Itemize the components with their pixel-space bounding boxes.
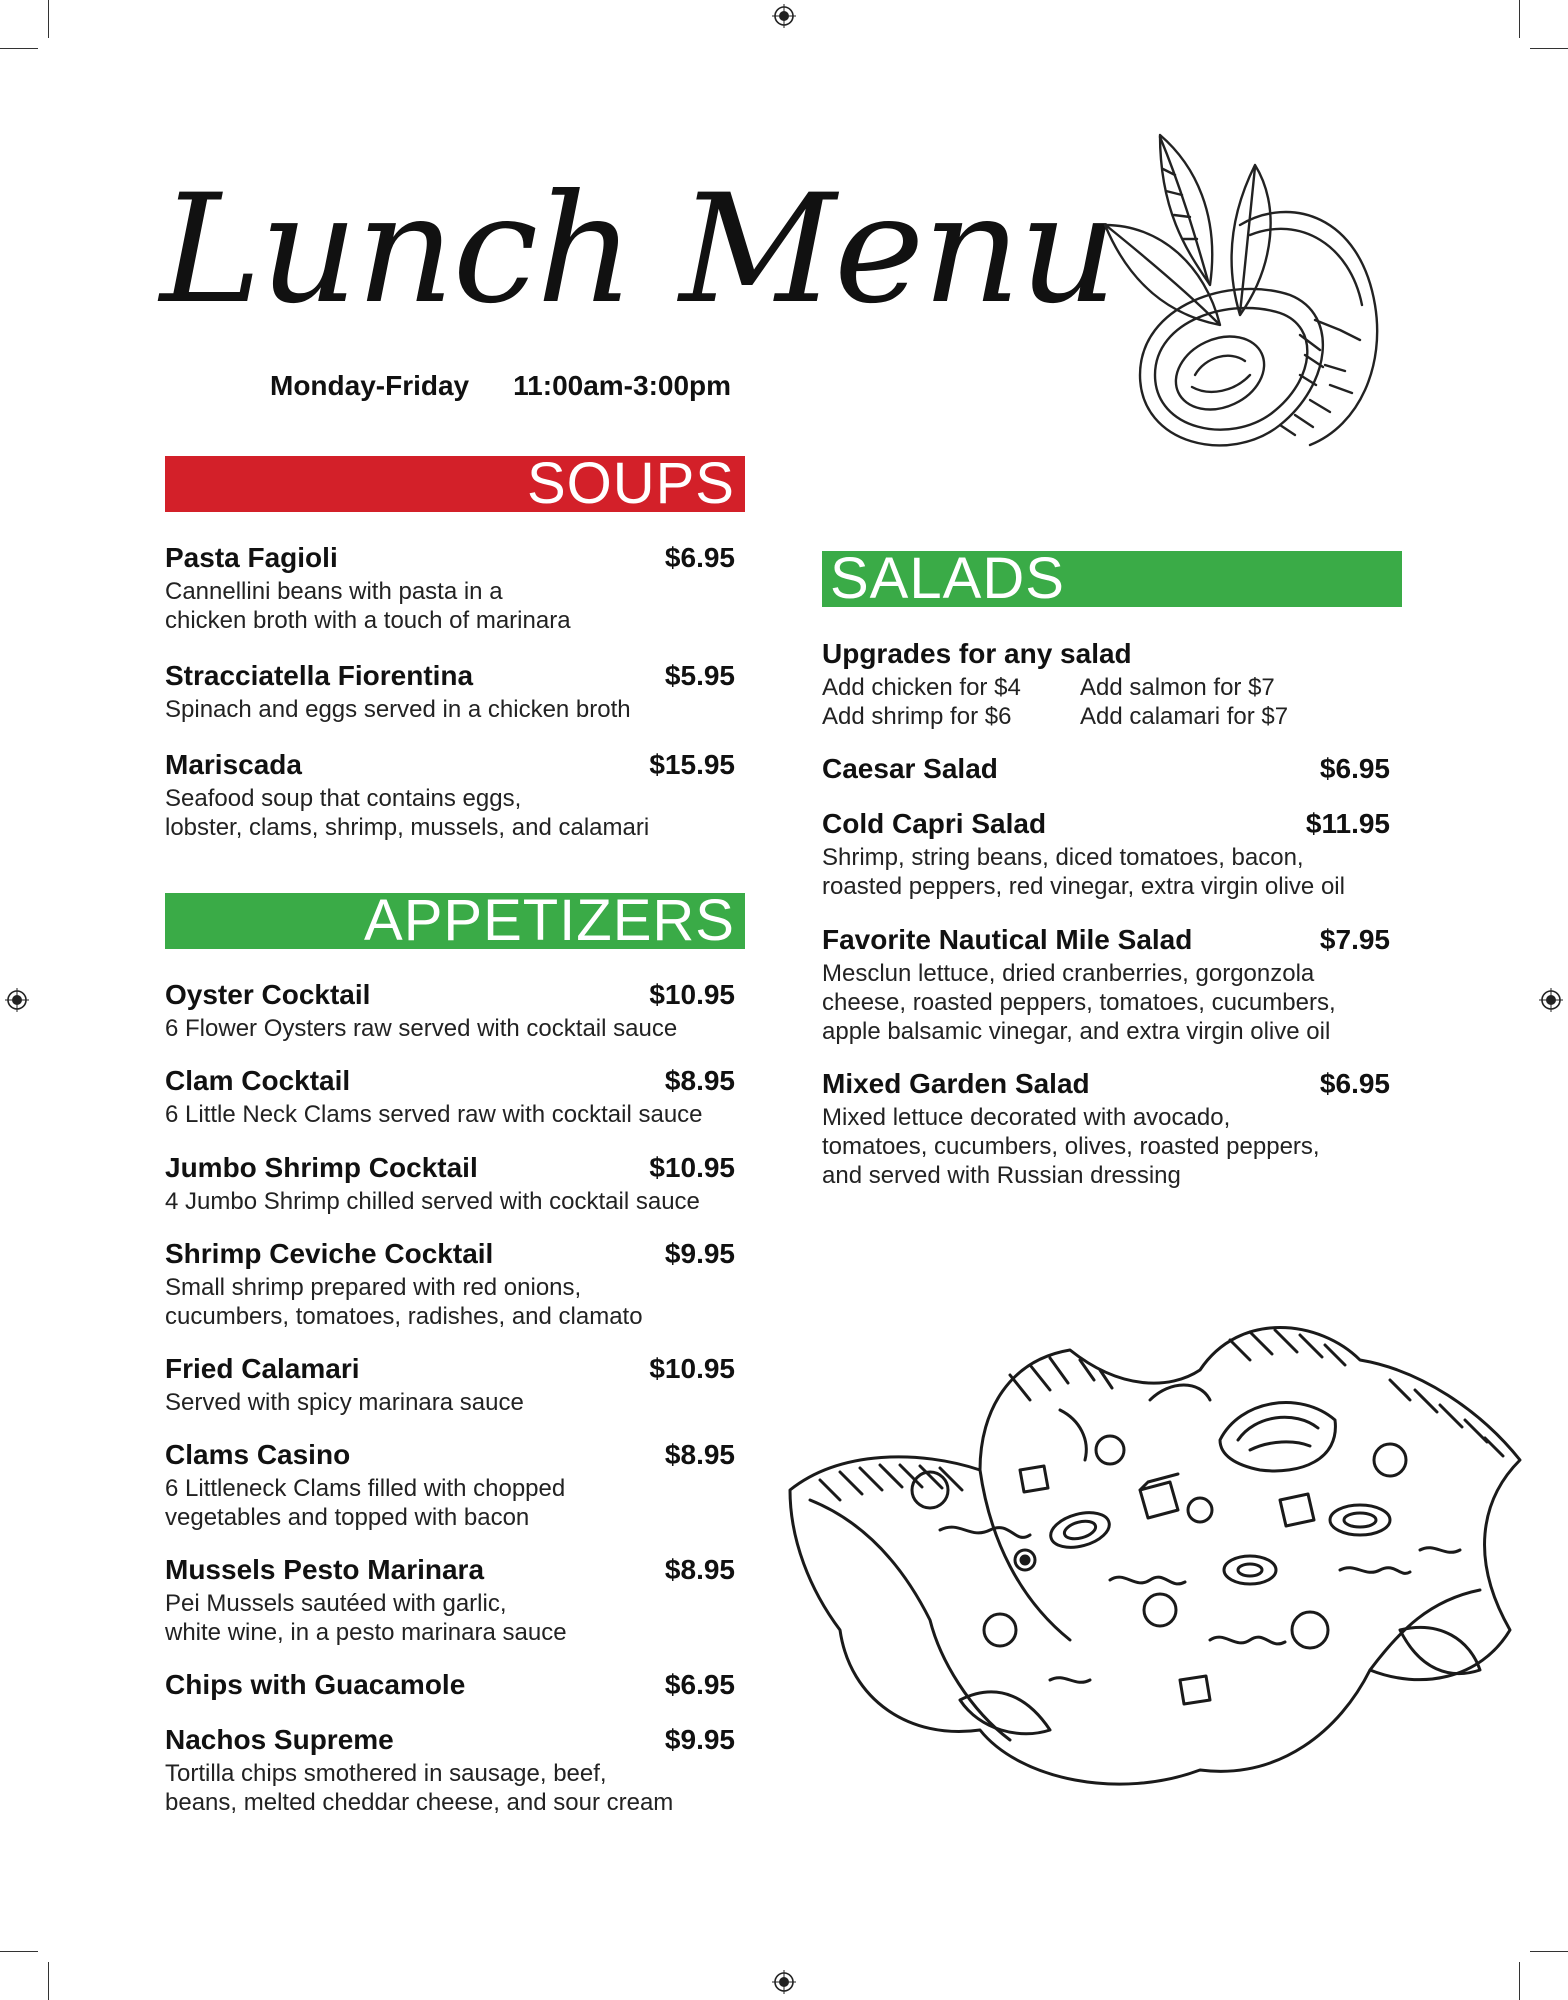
item-price: $8.95 — [664, 1554, 735, 1585]
item-price: $10.95 — [649, 1152, 735, 1183]
item-name: Stracciatella Fiorentina — [165, 660, 474, 691]
crop-mark — [48, 0, 49, 38]
menu-item — [165, 749, 735, 842]
upgrade-option: Add chicken for $4 — [822, 674, 1021, 701]
crop-mark — [1519, 1962, 1520, 2000]
item-name: Oyster Cocktail — [165, 979, 371, 1010]
item-price: $6.95 — [664, 1669, 735, 1700]
menu-item — [822, 808, 1390, 901]
salad-upgrades — [822, 638, 1392, 731]
item-name: Cold Capri Salad — [822, 808, 1047, 839]
item-price: $8.95 — [664, 1439, 735, 1470]
item-price: $6.95 — [1319, 753, 1390, 784]
menu-item — [822, 753, 1390, 785]
item-price: $7.95 — [1319, 924, 1390, 955]
item-description: Mesclun lettuce, dried cranberries, gorgonzola cheese, roasted peppers, tomatoes, cucumbers, apple balsamic vinegar, and extra virgin olive oil — [822, 960, 1336, 1045]
avocado-illustration-icon — [1100, 125, 1400, 485]
item-name: Fried Calamari — [165, 1353, 360, 1384]
item-name: Mixed Garden Salad — [822, 1068, 1090, 1099]
item-price: $8.95 — [664, 1065, 735, 1096]
crop-mark — [0, 1951, 38, 1952]
item-price: $10.95 — [649, 1353, 735, 1384]
crop-mark — [0, 48, 38, 49]
crop-mark — [1530, 1951, 1568, 1952]
crop-mark — [1519, 0, 1520, 38]
item-name: Chips with Guacamole — [165, 1669, 466, 1700]
item-price: $10.95 — [649, 979, 735, 1010]
menu-item — [165, 1554, 735, 1647]
item-description: Shrimp, string beans, diced tomatoes, bacon, roasted peppers, red vinegar, extra virgin olive oil — [822, 844, 1345, 900]
item-name: Mussels Pesto Marinara — [165, 1554, 485, 1585]
hours-label: 11:00am-3:00pm — [513, 370, 732, 401]
menu-item — [165, 1724, 735, 1817]
item-name: Mariscada — [165, 749, 302, 780]
menu-item — [165, 1353, 735, 1417]
item-description: 6 Little Neck Clams served raw with cocktail sauce — [165, 1101, 703, 1128]
days-label: Monday-Friday — [270, 370, 470, 401]
registration-mark-icon — [5, 988, 29, 1012]
crop-mark — [1530, 48, 1568, 49]
menu-item — [165, 660, 735, 724]
item-price: $6.95 — [664, 542, 735, 573]
item-price: $15.95 — [649, 749, 735, 780]
menu-item — [165, 1152, 735, 1216]
menu-item — [165, 1439, 735, 1532]
item-name: Pasta Fagioli — [165, 542, 338, 573]
item-description: Served with spicy marinara sauce — [165, 1389, 524, 1416]
registration-mark-icon — [772, 1970, 796, 1994]
item-name: Caesar Salad — [822, 753, 998, 784]
item-name: Clams Casino — [165, 1439, 351, 1470]
item-name: Jumbo Shrimp Cocktail — [165, 1152, 478, 1183]
menu-item — [165, 1065, 735, 1129]
crop-mark — [48, 1962, 49, 2000]
menu-title-text: Lunch Menu — [160, 163, 1116, 337]
item-price: $5.95 — [664, 660, 735, 691]
menu-title — [160, 163, 1116, 365]
item-description: Pei Mussels sautéed with garlic, white wine, in a pesto marinara sauce — [165, 1590, 567, 1646]
item-description: 4 Jumbo Shrimp chilled served with cocktail sauce — [165, 1188, 700, 1215]
menu-item — [165, 542, 735, 635]
item-name: Shrimp Ceviche Cocktail — [165, 1238, 494, 1269]
soups-section-header: SOUPS — [165, 456, 745, 512]
registration-mark-icon — [772, 4, 796, 28]
upgrades-options — [822, 673, 1392, 731]
appetizers-section-header: APPETIZERS — [165, 893, 745, 949]
item-name: Nachos Supreme — [165, 1724, 394, 1755]
upgrade-option: Add calamari for $7 — [1080, 703, 1289, 730]
upgrade-option: Add salmon for $7 — [1080, 674, 1275, 701]
item-description: Seafood soup that contains eggs, lobster, clams, shrimp, mussels, and calamari — [165, 785, 650, 841]
item-description: Mixed lettuce decorated with avocado, tomatoes, cucumbers, olives, roasted peppers, and served with Russian dressing — [822, 1104, 1320, 1189]
salads-section-header: SALADS — [822, 551, 1402, 607]
item-name: Favorite Nautical Mile Salad — [822, 924, 1193, 955]
hours-line — [270, 370, 731, 402]
item-description: Tortilla chips smothered in sausage, beef, beans, melted cheddar cheese, and sour cream — [165, 1760, 674, 1816]
upgrade-option: Add shrimp for $6 — [822, 703, 1012, 730]
item-price: $9.95 — [664, 1724, 735, 1755]
menu-item — [165, 979, 735, 1043]
item-name: Clam Cocktail — [165, 1065, 351, 1096]
menu-item — [822, 1068, 1390, 1190]
item-description: Small shrimp prepared with red onions, cucumbers, tomatoes, radishes, and clamato — [165, 1274, 643, 1330]
item-description: 6 Flower Oysters raw served with cocktail sauce — [165, 1015, 678, 1042]
registration-mark-icon — [1539, 988, 1563, 1012]
salad-bowl-illustration-icon — [780, 1300, 1540, 1820]
menu-item — [165, 1238, 735, 1331]
upgrades-title: Upgrades for any salad — [822, 638, 1132, 669]
menu-item — [822, 924, 1390, 1046]
item-price: $9.95 — [664, 1238, 735, 1269]
item-description: Spinach and eggs served in a chicken broth — [165, 696, 631, 723]
item-price: $6.95 — [1319, 1068, 1390, 1099]
item-price: $11.95 — [1305, 808, 1390, 839]
item-description: Cannellini beans with pasta in a chicken broth with a touch of marinara — [165, 578, 571, 634]
item-description: 6 Littleneck Clams filled with chopped vegetables and topped with bacon — [165, 1475, 566, 1531]
menu-item — [165, 1669, 735, 1701]
